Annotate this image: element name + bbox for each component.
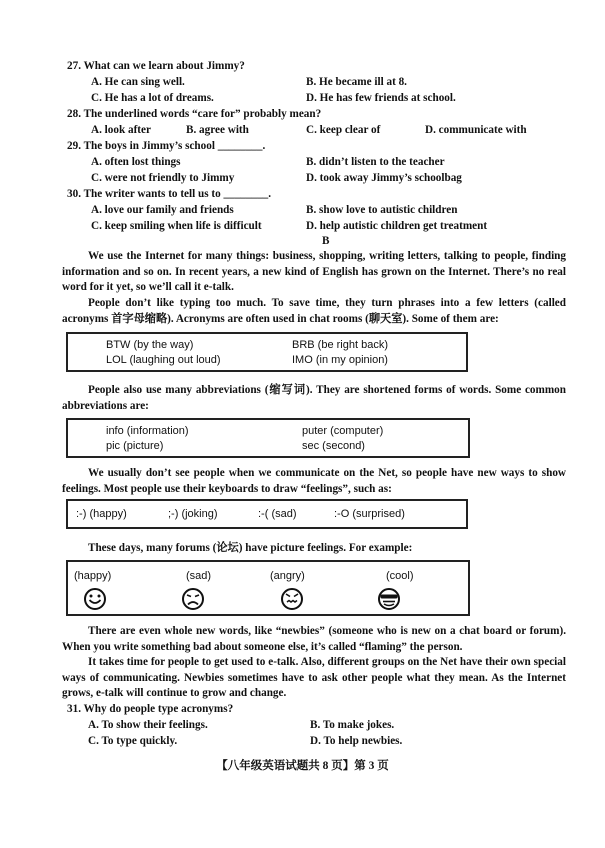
happy-face-icon bbox=[83, 587, 107, 611]
q27-option-d: D. He has few friends at school. bbox=[306, 92, 456, 104]
emoticon-happy: :-) (happy) bbox=[76, 508, 127, 520]
emoticon-surprised: :-O (surprised) bbox=[334, 508, 405, 520]
emoticons-box bbox=[66, 499, 468, 529]
angry-face-icon bbox=[280, 587, 304, 611]
q30-option-a: A. love our family and friends bbox=[91, 204, 234, 216]
q31-stem: 31. Why do people type acronyms? bbox=[67, 703, 234, 715]
acronym-lol: LOL (laughing out loud) bbox=[106, 354, 221, 366]
q30-option-b: B. show love to autistic children bbox=[306, 204, 458, 216]
q29-option-c: C. were not friendly to Jimmy bbox=[91, 172, 235, 184]
paragraph-2: People don’t like typing too much. To save time, they turn phrases into a few letters (called acronyms 首字母缩略). Acronyms are often used in chat rooms (聊天室). Some of them are: bbox=[62, 297, 566, 325]
abbr-sec: sec (second) bbox=[302, 440, 365, 452]
paragraph-6: There are even whole new words, like “newbies” (someone who is new on a chat board or forum). When you write something bad about someone else, it’s called “flaming” the person. bbox=[62, 625, 566, 653]
q28-option-b: B. agree with bbox=[186, 124, 249, 136]
feeling-angry-label: (angry) bbox=[270, 570, 305, 582]
paragraph-7: It takes time for people to get used to e-talk. Also, different groups on the Net have their own special ways of communicating. Newbies sometimes have to ask other people what they mean. As the Internet grows, e-talk will continue to grow and change. bbox=[62, 656, 566, 700]
q27-option-b: B. He became ill at 8. bbox=[306, 76, 407, 88]
feeling-happy-label: (happy) bbox=[74, 570, 112, 582]
feeling-cool-label: (cool) bbox=[386, 570, 414, 582]
abbr-pic: pic (picture) bbox=[106, 440, 164, 452]
q29-stem: 29. The boys in Jimmy’s school ________. bbox=[67, 140, 266, 152]
q30-option-d: D. help autistic children get treatment bbox=[306, 220, 488, 232]
q31-option-d: D. To help newbies. bbox=[310, 735, 403, 747]
q30-option-c: C. keep smiling when life is difficult bbox=[91, 220, 262, 232]
abbr-puter: puter (computer) bbox=[302, 425, 384, 437]
acronym-imo: IMO (in my opinion) bbox=[292, 354, 388, 366]
q27-stem: 27. What can we learn about Jimmy? bbox=[67, 60, 245, 72]
page-footer: 【八年级英语试题共 8 页】第 3 页 bbox=[216, 760, 389, 772]
acronym-btw: BTW (by the way) bbox=[106, 339, 194, 351]
sad-face-icon bbox=[181, 587, 205, 611]
q29-option-b: B. didn’t listen to the teacher bbox=[306, 156, 445, 168]
q31-option-a: A. To show their feelings. bbox=[88, 719, 208, 731]
acronym-brb: BRB (be right back) bbox=[292, 339, 388, 351]
q29-option-d: D. took away Jimmy’s schoolbag bbox=[306, 172, 462, 184]
q28-option-c: C. keep clear of bbox=[306, 124, 381, 136]
q28-option-d: D. communicate with bbox=[425, 124, 527, 136]
abbreviations-box bbox=[66, 418, 470, 458]
q31-option-b: B. To make jokes. bbox=[310, 719, 395, 731]
q31-option-c: C. To type quickly. bbox=[88, 735, 178, 747]
paragraph-3: People also use many abbreviations (缩写词). They are shortened forms of words. Some common abbreviations are: bbox=[62, 384, 566, 412]
q27-option-a: A. He can sing well. bbox=[91, 76, 185, 88]
q29-option-a: A. often lost things bbox=[91, 156, 181, 168]
paragraph-5: These days, many forums (论坛) have picture feelings. For example: bbox=[88, 542, 413, 554]
cool-face-icon bbox=[376, 587, 402, 611]
q28-option-a: A. look after bbox=[91, 124, 151, 136]
acronyms-box bbox=[66, 332, 468, 372]
paragraph-4: We usually don’t see people when we communicate on the Net, so people have new ways to show feelings. Most people use their keyboards to draw “feelings”, such as: bbox=[62, 467, 566, 495]
q28-stem: 28. The underlined words “care for” probably mean? bbox=[67, 108, 322, 120]
section-label: B bbox=[322, 235, 330, 247]
paragraph-1: We use the Internet for many things: business, shopping, writing letters, talking to people, finding information and so on. In recent years, a new kind of English has grown on the Internet. There’s no real word for it yet, so we’ll call it e-talk. bbox=[62, 250, 566, 294]
picture-feelings-box bbox=[66, 560, 470, 616]
emoticon-sad: :-( (sad) bbox=[258, 508, 297, 520]
feeling-sad-label: (sad) bbox=[186, 570, 212, 582]
q30-stem: 30. The writer wants to tell us to ________. bbox=[67, 188, 272, 200]
abbr-info: info (information) bbox=[106, 425, 189, 437]
emoticon-joking: ;-) (joking) bbox=[168, 508, 218, 520]
q27-option-c: C. He has a lot of dreams. bbox=[91, 92, 214, 104]
